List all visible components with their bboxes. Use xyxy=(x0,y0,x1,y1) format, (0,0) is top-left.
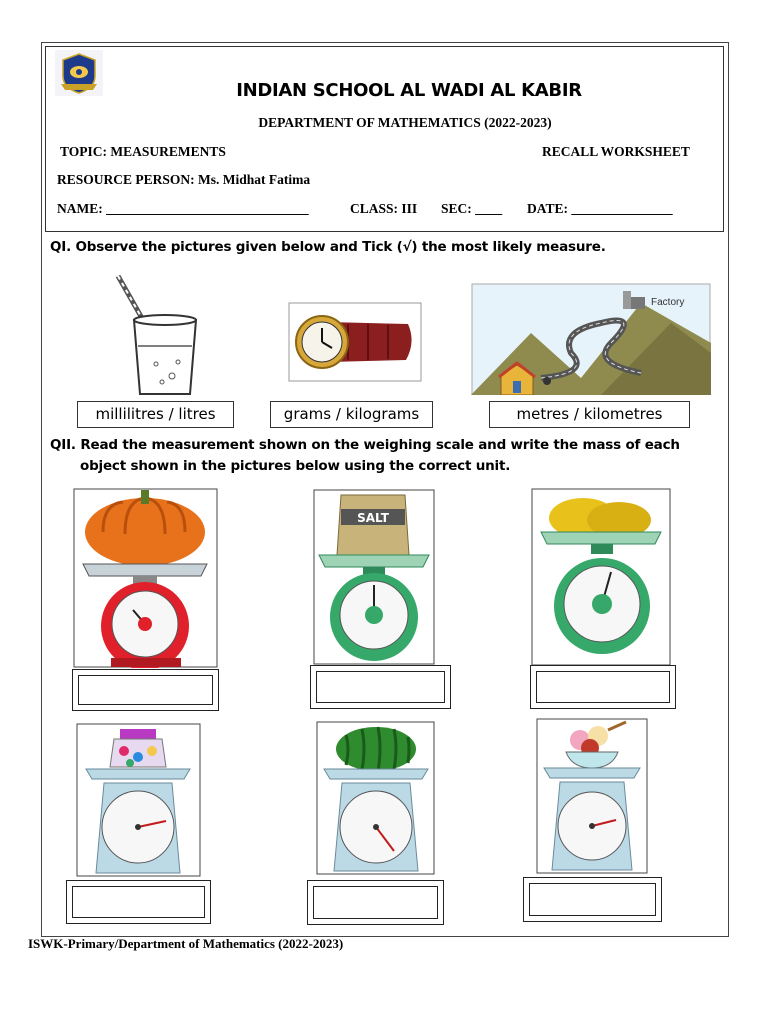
watermelon-scale-image xyxy=(316,721,435,875)
section-field[interactable]: SEC: ____ xyxy=(441,201,503,216)
answer-input-salt[interactable] xyxy=(316,671,445,703)
question-1: QI. Observe the pictures given below and Tick (√) the most likely measure. xyxy=(50,239,606,255)
answer-box-watermelon[interactable] xyxy=(307,880,444,925)
option-metres-kilometres[interactable]: metres / kilometres xyxy=(489,401,690,428)
class-label: CLASS: III xyxy=(350,201,418,216)
wristwatch-image xyxy=(288,302,422,382)
candy-jar-scale-image xyxy=(76,723,201,877)
answer-input-pumpkin[interactable] xyxy=(78,675,213,705)
answer-input-watermelon[interactable] xyxy=(313,886,438,919)
name-field[interactable]: NAME: ______________________________ xyxy=(57,201,309,216)
school-title: INDIAN SCHOOL AL WADI AL KABIR xyxy=(236,80,582,101)
question-2-line-1: QII. Read the measurement shown on the weighing scale and write the mass of each xyxy=(50,437,680,453)
answer-input-mango[interactable] xyxy=(536,671,670,703)
factory-label: Factory xyxy=(651,297,685,308)
date-field[interactable]: DATE: _______________ xyxy=(527,201,673,216)
option-millilitres-litres[interactable]: millilitres / litres xyxy=(77,401,234,428)
answer-box-pumpkin[interactable] xyxy=(72,669,219,711)
answer-input-ice-cream[interactable] xyxy=(529,883,656,916)
pumpkin-scale-image xyxy=(73,488,218,668)
answer-box-ice-cream[interactable] xyxy=(523,877,662,922)
landscape-image xyxy=(471,283,711,395)
answer-box-salt[interactable] xyxy=(310,665,451,709)
topic-label: TOPIC: MEASUREMENTS xyxy=(60,144,226,159)
mango-scale-image xyxy=(531,488,671,666)
answer-box-mango[interactable] xyxy=(530,665,676,709)
ice-cream-scale-image xyxy=(536,718,648,874)
salt-bag-scale-image xyxy=(313,489,435,665)
salt-label: SALT xyxy=(357,511,389,525)
option-grams-kilograms[interactable]: grams / kilograms xyxy=(270,401,433,428)
resource-person: RESOURCE PERSON: Ms. Midhat Fatima xyxy=(57,172,311,187)
question-2-line-2: object shown in the pictures below using the correct unit. xyxy=(80,458,511,474)
department-title: DEPARTMENT OF MATHEMATICS (2022-2023) xyxy=(258,115,552,130)
answer-box-candy[interactable] xyxy=(66,880,211,924)
answer-input-candy[interactable] xyxy=(72,886,205,918)
glass-of-water-image xyxy=(112,272,212,402)
page-footer: ISWK-Primary/Department of Mathematics (2022-2023) xyxy=(28,936,344,951)
worksheet-type: RECALL WORKSHEET xyxy=(542,144,690,159)
